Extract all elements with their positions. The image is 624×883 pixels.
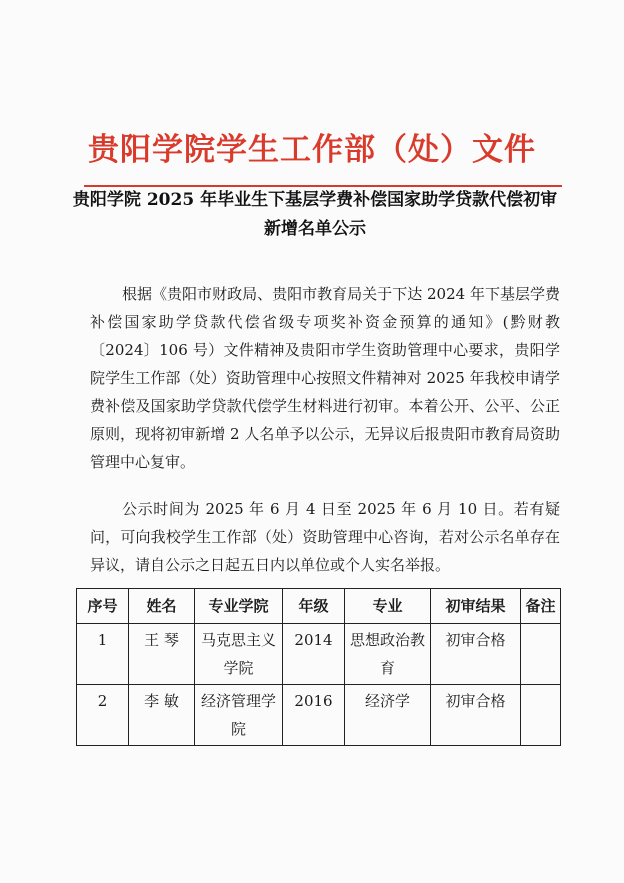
cell-college: 马克思主义学院 <box>195 624 283 685</box>
cell-major: 经济学 <box>345 685 431 746</box>
cell-index: 1 <box>77 624 129 685</box>
header-name: 姓名 <box>129 589 195 624</box>
cell-major: 思想政治教育 <box>345 624 431 685</box>
header-grade: 年级 <box>283 589 345 624</box>
cell-name: 王 琴 <box>129 624 195 685</box>
body-paragraph-2: 公示时间为 2025 年 6 月 4 日至 2025 年 6 月 10 日。若有疑问，可向我校学生工作部（处）资助管理中心咨询，若对公示名单存在异议，请自公示之日起五日内以单位或个人实名举报。 <box>90 500 560 574</box>
document-title: 贵阳学院 2025 年毕业生下基层学费补偿国家助学贷款代偿初审新增名单公示 <box>72 190 558 239</box>
header-result: 初审结果 <box>431 589 521 624</box>
table-row <box>77 624 561 685</box>
cell-index: 2 <box>77 685 129 746</box>
cell-remark <box>521 624 561 685</box>
cell-result: 初审合格 <box>431 685 521 746</box>
cell-grade: 2016 <box>283 685 345 746</box>
cell-remark <box>521 685 561 746</box>
header-major: 专业 <box>345 589 431 624</box>
cell-result: 初审合格 <box>431 624 521 685</box>
table-header-row <box>77 589 561 624</box>
header-index: 序号 <box>77 589 129 624</box>
cell-grade: 2014 <box>283 624 345 685</box>
publicity-table <box>76 588 561 746</box>
cell-name: 李 敏 <box>129 685 195 746</box>
issuer-header: 贵阳学院学生工作部（处）文件 <box>88 132 536 168</box>
table-row <box>77 685 561 746</box>
body-paragraph-1: 根据《贵阳市财政局、贵阳市教育局关于下达 2024 年下基层学费补偿国家助学贷款代偿省级专项奖补资金预算的通知》(黔财教〔2024〕106 号）文件精神及贵阳市学生资助管理中心要求，贵阳学院学生工作部（处）资助管理中心按照文件精神对 2025 年我校申请学费补偿及国家助学贷款代偿学生材料进行初审。本着公开、公平、公正原则，现将初审新增 2 人名单予以公示，无异议后报贵阳市教育局资助管理中心复审。 <box>90 285 560 471</box>
header-remark: 备注 <box>521 589 561 624</box>
header-college: 专业学院 <box>195 589 283 624</box>
cell-college: 经济管理学院 <box>195 685 283 746</box>
